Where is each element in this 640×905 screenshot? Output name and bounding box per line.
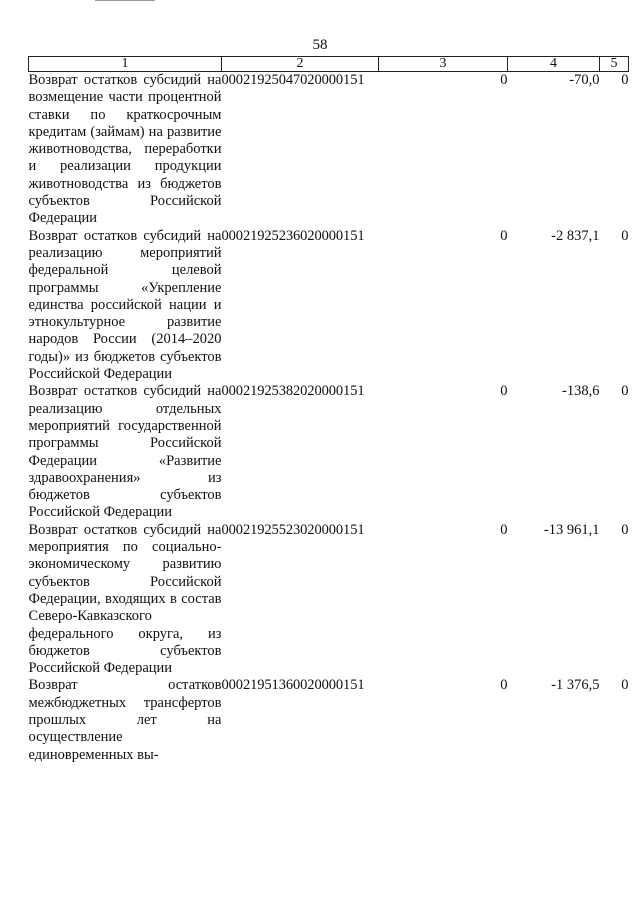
- table-row: [29, 72, 629, 228]
- row-col3-value: 0: [500, 383, 508, 400]
- table-header-row: [29, 57, 629, 72]
- row-col3-value: 0: [500, 227, 508, 244]
- column-header-2: 2: [222, 57, 379, 72]
- row-col5-value: 0: [621, 677, 629, 694]
- row-col3-value: 0: [500, 677, 508, 694]
- row-col5-value: 0: [621, 227, 629, 244]
- row-col4-value: -2 837,1: [551, 227, 600, 244]
- row-col4-value: -138,6: [562, 383, 600, 400]
- row-budget-code: 00021925382020000151: [221, 383, 365, 400]
- column-header-1: 1: [29, 57, 222, 72]
- row-col4-value: -70,0: [569, 72, 600, 88]
- table-row: [29, 228, 629, 384]
- budget-table: [28, 56, 629, 764]
- row-col5-value: 0: [621, 521, 629, 538]
- row-col5-value: 0: [621, 72, 629, 88]
- row-budget-code: 00021925047020000151: [221, 72, 365, 88]
- row-col3-value: 0: [500, 72, 508, 88]
- row-col3-value: 0: [500, 521, 508, 538]
- row-col4-value: -13 961,1: [543, 521, 600, 538]
- table-row: [29, 522, 629, 678]
- table-row: [29, 383, 629, 521]
- scan-artifact-line: [95, 0, 155, 3]
- row-description: Возврат остатков субсидий на возмещение части процентной ставки по краткосрочным кредитам (займам) на развитие животноводства, переработки и реализации продукции животноводства из бюджетов субъектов Российской Федерации: [28, 72, 222, 227]
- row-budget-code: 00021925236020000151: [221, 227, 365, 244]
- page-number: 58: [312, 37, 328, 53]
- row-col5-value: 0: [621, 383, 629, 400]
- row-col4-value: -1 376,5: [551, 677, 600, 694]
- row-budget-code: 00021925523020000151: [221, 521, 365, 538]
- table-row: [29, 677, 629, 763]
- column-header-5: 5: [600, 57, 629, 72]
- row-description: Возврат остатков субсидий на реализацию отдельных мероприятий государственной программы Российской Федерации «Развитие здравоохранения» из бюджетов субъектов Российской Федерации: [28, 383, 222, 521]
- column-header-3: 3: [379, 57, 508, 72]
- row-description: Возврат остатков субсидий на реализацию мероприятий федеральной целевой программы «Укрепление единства российской нации и этнокультурное развитие народов России (2014–2020 годы)» из бюджетов субъектов Российской Федерации: [28, 227, 222, 383]
- row-budget-code: 00021951360020000151: [221, 677, 365, 694]
- column-header-4: 4: [508, 57, 600, 72]
- row-description: Возврат остатков субсидий на мероприятия по социально-экономическому развитию субъектов Российской Федерации, входящих в состав Северо-Кавказского федерального округа, из бюджетов субъектов Российской Федерации: [28, 521, 222, 677]
- row-description: Возврат остатков межбюджетных трансфертов прошлых лет на осуществление единовременных вы-: [28, 677, 222, 763]
